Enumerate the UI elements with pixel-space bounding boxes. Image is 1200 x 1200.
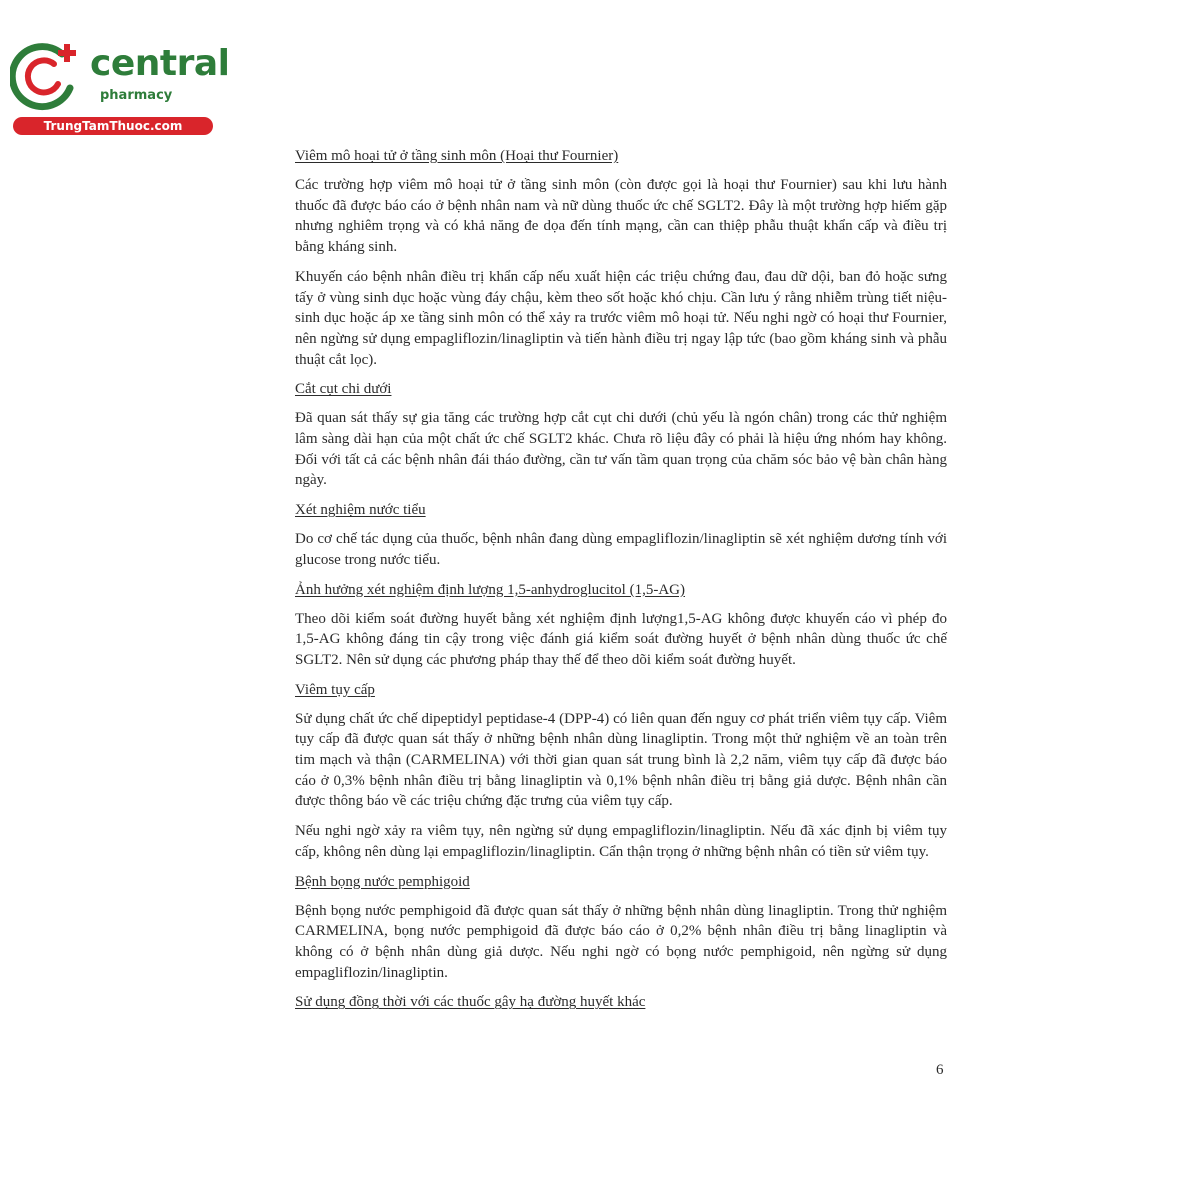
section [295,580,947,671]
section [295,872,947,984]
section [295,500,947,570]
paragraph: Theo dõi kiểm soát đường huyết bằng xét nghiệm định lượng1,5-AG không được khuyến cáo vì phép đo 1,5-AG không đáng tin cậy trong việc đánh giá kiểm soát đường huyết ở bệnh nhân dùng thuốc ức chế SGLT2. Nên sử dụng các phương pháp thay thế để theo dõi kiểm soát đường huyết. [295,610,947,668]
section [295,680,947,863]
section-heading: Sử dụng đồng thời với các thuốc gây hạ đường huyết khác [295,994,646,1011]
central-pharmacy-logo-icon [10,40,82,112]
logo-brand-name: central [90,43,230,84]
section [295,379,947,491]
paragraph: Nếu nghi ngờ xảy ra viêm tụy, nên ngừng sử dụng empagliflozin/linagliptin. Nếu đã xác định bị viêm tụy cấp, không nên dùng lại empagliflozin/linagliptin. Cẩn thận trọng ở những bệnh nhân có tiền sử viêm tụy. [295,823,947,860]
section [295,992,947,1012]
paragraph: Bệnh bọng nước pemphigoid đã được quan sát thấy ở những bệnh nhân dùng linagliptin. Trong thử nghiệm CARMELINA, bọng nước pemphigoid đã được báo cáo ở 0,2% bệnh nhân điều trị bằng linagliptin và không có ở bệnh nhân dùng giả dược. Nếu nghi ngờ có bọng nước pemphigoid, nên ngừng sử dụng empagliflozin/linagliptin. [295,902,947,981]
section-heading: Ảnh hưởng xét nghiệm định lượng 1,5-anhydroglucitol (1,5-AG) [295,581,685,598]
section-heading: Bệnh bọng nước pemphigoid [295,873,470,890]
section-heading: Viêm tụy cấp [295,681,375,698]
paragraph: Các trường hợp viêm mô hoại tử ở tầng sinh môn (còn được gọi là hoại thư Fournier) sau khi lưu hành thuốc đã được báo cáo ở bệnh nhân nam và nữ dùng thuốc ức chế SGLT2. Đây là một trường hợp hiếm gặp nhưng nghiêm trọng và có khả năng đe dọa đến tính mạng, cần can thiệp phẫu thuật khẩn cấp và điều trị bằng kháng sinh. [295,177,947,256]
paragraph: Do cơ chế tác dụng của thuốc, bệnh nhân đang dùng empagliflozin/linagliptin sẽ xét nghiệm dương tính với glucose trong nước tiểu. [295,531,947,568]
logo-site-badge: TrungTamThuoc.com [13,117,213,135]
brand-logo [10,40,230,140]
document-body [295,146,947,1021]
section-heading: Viêm mô hoại tử ở tầng sinh môn (Hoại thư Fournier) [295,148,619,164]
logo-subtitle: pharmacy [100,88,173,103]
section [295,146,947,370]
section-heading: Cắt cụt chi dưới [295,381,392,398]
paragraph: Khuyến cáo bệnh nhân điều trị khẩn cấp nếu xuất hiện các triệu chứng đau, đau dữ dội, ban đỏ hoặc sưng tấy ở vùng sinh dục hoặc vùng đáy chậu, kèm theo sốt hoặc khó chịu. Cần lưu ý rằng nhiễm trùng tiết niệu-sinh dục hoặc áp xe tầng sinh môn có thể xảy ra trước viêm mô hoại tử. Nếu nghi ngờ có hoại thư Fournier, nên ngừng sử dụng empagliflozin/linagliptin và tiến hành điều trị ngay lập tức (bao gồm kháng sinh và phẫu thuật cắt lọc). [295,268,947,368]
page-number: 6 [936,1062,944,1078]
section-heading: Xét nghiệm nước tiểu [295,502,426,519]
paragraph: Sử dụng chất ức chế dipeptidyl peptidase-4 (DPP-4) có liên quan đến nguy cơ phát triển viêm tụy cấp. Viêm tụy cấp đã được quan sát thấy ở những bệnh nhân dùng linagliptin. Trong một thử nghiệm về an toàn trên tim mạch và thận (CARMELINA) với thời gian quan sát trung bình là 2,2 năm, viêm tụy cấp đã được báo cáo ở 0,3% bệnh nhân điều trị bằng linagliptin và 0,1% bệnh nhân điều trị bằng giả dược. Bệnh nhân cần được thông báo về các triệu chứng đặc trưng của viêm tụy cấp. [295,710,947,810]
paragraph: Đã quan sát thấy sự gia tăng các trường hợp cắt cụt chi dưới (chủ yếu là ngón chân) trong các thử nghiệm lâm sàng dài hạn của một chất ức chế SGLT2 khác. Chưa rõ liệu đây có phải là hiệu ứng nhóm hay không. Đối với tất cả các bệnh nhân đái tháo đường, cần tư vấn tầm quan trọng của chăm sóc bảo vệ bàn chân hàng ngày. [295,410,947,489]
